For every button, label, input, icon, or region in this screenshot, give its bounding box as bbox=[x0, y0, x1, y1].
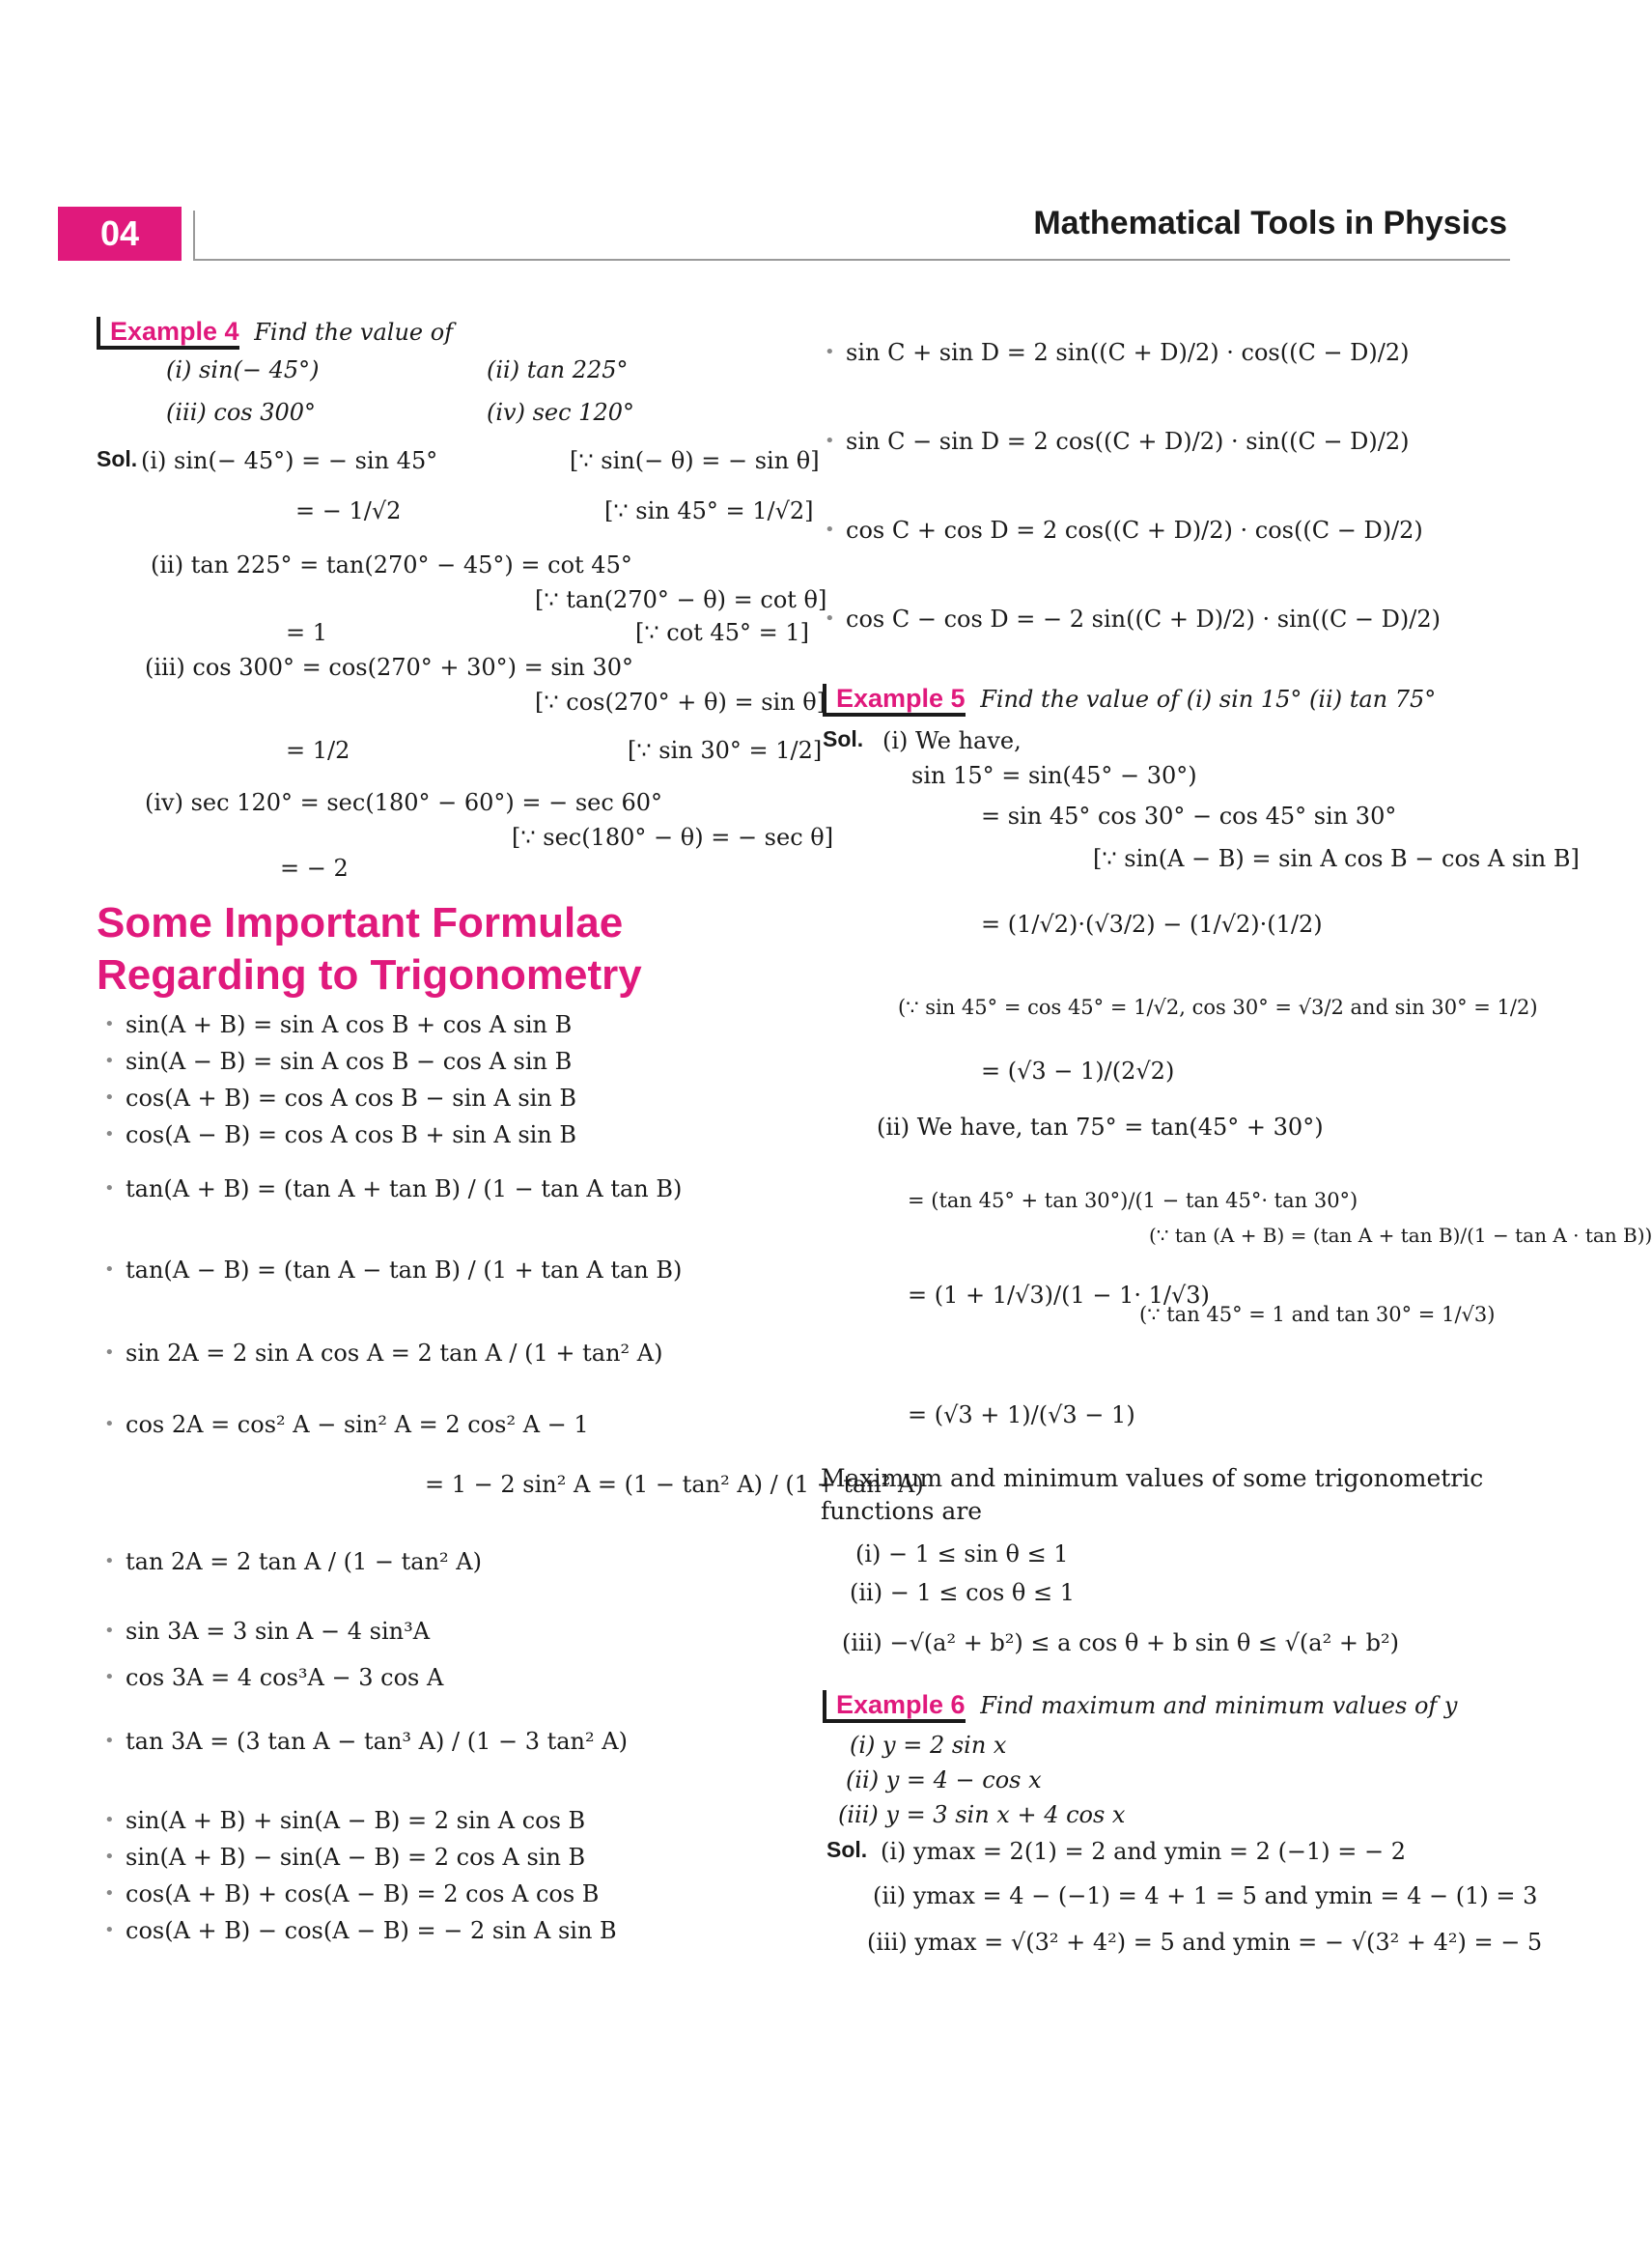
ex4-line: = − 2 bbox=[280, 855, 349, 882]
ex5-line: (ii) We have, tan 75° = tan(45° + 30°) bbox=[877, 1114, 1324, 1141]
ex4-line: (ii) tan 225° = tan(270° − 45°) = cot 45° bbox=[151, 551, 632, 579]
page-number: 04 bbox=[58, 207, 182, 261]
example-4-part-4: (iv) sec 120° bbox=[487, 399, 634, 426]
example-6-part: (iii) y = 3 sin x + 4 cos x bbox=[838, 1801, 1126, 1828]
formula-item: • cos(A + B) + cos(A − B) = 2 cos A cos B bbox=[126, 1878, 599, 1910]
formula-item: • sin 3A = 3 sin A − 4 sin³A bbox=[126, 1615, 430, 1648]
maxmin-item: (ii) − 1 ≤ cos θ ≤ 1 bbox=[850, 1579, 1076, 1606]
example-4-part-3: (iii) cos 300° bbox=[166, 399, 317, 426]
ex4-reason: [∵ cos(270° + θ) = sin θ] bbox=[535, 689, 826, 716]
formula-item: • tan(A − B) = (tan A − tan B) / (1 + tan A tan B) bbox=[126, 1254, 682, 1286]
ex6-line: (iii) ymax = √(3² + 4²) = 5 and ymin = − √(3² + 4²) = − 5 bbox=[867, 1929, 1543, 1956]
formula-item: • cos(A + B) = cos A cos B − sin A sin B bbox=[126, 1082, 576, 1115]
ex5-line: = (√3 + 1)/(√3 − 1) bbox=[908, 1401, 1135, 1428]
ex5-line: (i) We have, bbox=[882, 727, 1022, 754]
formula-item: • cos 2A = cos² A − sin² A = 2 cos² A − 1 bbox=[126, 1408, 589, 1441]
ex4-line: = − 1/√2 bbox=[295, 497, 402, 524]
ex6-line: (i) ymax = 2(1) = 2 and ymin = 2 (−1) = − 2 bbox=[881, 1838, 1407, 1865]
formula-item: • cos 3A = 4 cos³A − 3 cos A bbox=[126, 1661, 443, 1694]
formula-item: • cos(A + B) − cos(A − B) = − 2 sin A sin B bbox=[126, 1914, 617, 1947]
ex4-reason: [∵ sin(− θ) = − sin θ] bbox=[570, 447, 820, 474]
example-6-header bbox=[823, 1688, 1457, 1722]
ex5-line: = (√3 − 1)/(2√2) bbox=[981, 1058, 1175, 1085]
formula-item-continued: = 1 − 2 sin² A = (1 − tan² A) / (1 + tan² A) bbox=[425, 1471, 924, 1498]
ex5-reason: [∵ sin(A − B) = sin A cos B − cos A sin B] bbox=[1093, 845, 1580, 872]
ex5-reason: (∵ sin 45° = cos 45° = 1/√2, cos 30° = √3/2 and sin 30° = 1/2) bbox=[898, 996, 1538, 1019]
section-heading-line-2: Regarding to Trigonometry bbox=[97, 951, 642, 999]
example-4-part-1: (i) sin(− 45°) bbox=[166, 356, 320, 383]
formula-item: • tan 2A = 2 tan A / (1 − tan² A) bbox=[126, 1545, 482, 1578]
sum-to-product-item: • cos C + cos D = 2 cos((C + D)/2) · cos((C − D)/2) bbox=[846, 514, 1423, 547]
ex4-line: = 1 bbox=[286, 619, 328, 646]
ex5-line: = (1 + 1/√3)/(1 − 1· 1/√3) bbox=[908, 1282, 1210, 1309]
formula-item: • sin 2A = 2 sin A cos A = 2 tan A / (1 + tan² A) bbox=[126, 1337, 663, 1370]
ex5-line: = (tan 45° + tan 30°)/(1 − tan 45°· tan 30°) bbox=[908, 1189, 1358, 1212]
example-6-part: (i) y = 2 sin x bbox=[850, 1732, 1007, 1759]
example-6-part: (ii) y = 4 − cos x bbox=[846, 1766, 1042, 1793]
formula-item: • sin(A + B) + sin(A − B) = 2 sin A cos B bbox=[126, 1804, 585, 1837]
example-5-prompt: Find the value of (i) sin 15° (ii) tan 75° bbox=[980, 686, 1437, 713]
sum-to-product-item: • sin C + sin D = 2 sin((C + D)/2) · cos((C − D)/2) bbox=[846, 336, 1410, 369]
sum-to-product-item: • cos C − cos D = − 2 sin((C + D)/2) · sin((C − D)/2) bbox=[846, 603, 1441, 635]
maxmin-intro: Maximum and minimum values of some trigonometric functions are bbox=[821, 1464, 1484, 1525]
ex6-line: (ii) ymax = 4 − (−1) = 4 + 1 = 5 and ymin = 4 − (1) = 3 bbox=[873, 1882, 1538, 1909]
example-6-prompt: Find maximum and minimum values of y bbox=[980, 1692, 1458, 1719]
sum-to-product-item: • sin C − sin D = 2 cos((C + D)/2) · sin((C − D)/2) bbox=[846, 425, 1410, 458]
ex4-reason: [∵ sec(180° − θ) = − sec θ] bbox=[512, 824, 834, 851]
ex4-reason: [∵ sin 30° = 1/2] bbox=[628, 737, 823, 764]
example-6-sol-label: Sol. bbox=[826, 1837, 868, 1862]
maxmin-item: (i) − 1 ≤ sin θ ≤ 1 bbox=[855, 1540, 1069, 1567]
ex5-reason: (∵ tan (A + B) = (tan A + tan B)/(1 − tan A · tan B)) bbox=[1149, 1224, 1652, 1247]
header-divider bbox=[193, 211, 195, 261]
example-5-sol-label: Sol. bbox=[823, 726, 864, 751]
formula-item: • sin(A + B) − sin(A − B) = 2 cos A sin B bbox=[126, 1841, 585, 1874]
example-5-header bbox=[823, 682, 1436, 716]
ex4-line: (iv) sec 120° = sec(180° − 60°) = − sec 60° bbox=[145, 789, 662, 816]
example-4-header bbox=[97, 315, 453, 349]
ex4-line: (iii) cos 300° = cos(270° + 30°) = sin 30° bbox=[145, 654, 634, 681]
formula-item: • tan 3A = (3 tan A − tan³ A) / (1 − 3 tan² A) bbox=[126, 1725, 628, 1758]
example-4-label: Example 4 bbox=[97, 317, 239, 350]
book-title: Mathematical Tools in Physics bbox=[1033, 205, 1507, 241]
formula-item: • sin(A + B) = sin A cos B + cos A sin B bbox=[126, 1008, 572, 1041]
example-5-label: Example 5 bbox=[823, 684, 966, 717]
ex4-reason: [∵ tan(270° − θ) = cot θ] bbox=[535, 586, 827, 613]
ex4-line: = 1/2 bbox=[286, 737, 350, 764]
example-4-prompt: Find the value of bbox=[254, 319, 454, 346]
example-4-part-2: (ii) tan 225° bbox=[487, 356, 629, 383]
section-heading-line-1: Some Important Formulae bbox=[97, 899, 624, 946]
formula-item: • tan(A + B) = (tan A + tan B) / (1 − tan A tan B) bbox=[126, 1172, 682, 1205]
ex5-reason: (∵ tan 45° = 1 and tan 30° = 1/√3) bbox=[1139, 1303, 1496, 1326]
formula-item: • cos(A − B) = cos A cos B + sin A sin B bbox=[126, 1118, 576, 1151]
example-4-sol-label: Sol. bbox=[97, 446, 138, 471]
ex4-reason: [∵ sin 45° = 1/√2] bbox=[604, 497, 814, 524]
formula-item: • sin(A − B) = sin A cos B − cos A sin B bbox=[126, 1045, 572, 1078]
ex4-reason: [∵ cot 45° = 1] bbox=[635, 619, 809, 646]
ex5-line: = sin 45° cos 30° − cos 45° sin 30° bbox=[981, 803, 1397, 830]
header-rule bbox=[193, 259, 1510, 261]
ex4-line: (i) sin(− 45°) = − sin 45° bbox=[141, 447, 438, 474]
maxmin-item: (iii) −√(a² + b²) ≤ a cos θ + b sin θ ≤ √(a² + b²) bbox=[842, 1629, 1399, 1656]
ex5-line: sin 15° = sin(45° − 30°) bbox=[911, 762, 1197, 789]
example-6-label: Example 6 bbox=[823, 1690, 966, 1723]
ex5-line: = (1/√2)·(√3/2) − (1/√2)·(1/2) bbox=[981, 911, 1323, 938]
